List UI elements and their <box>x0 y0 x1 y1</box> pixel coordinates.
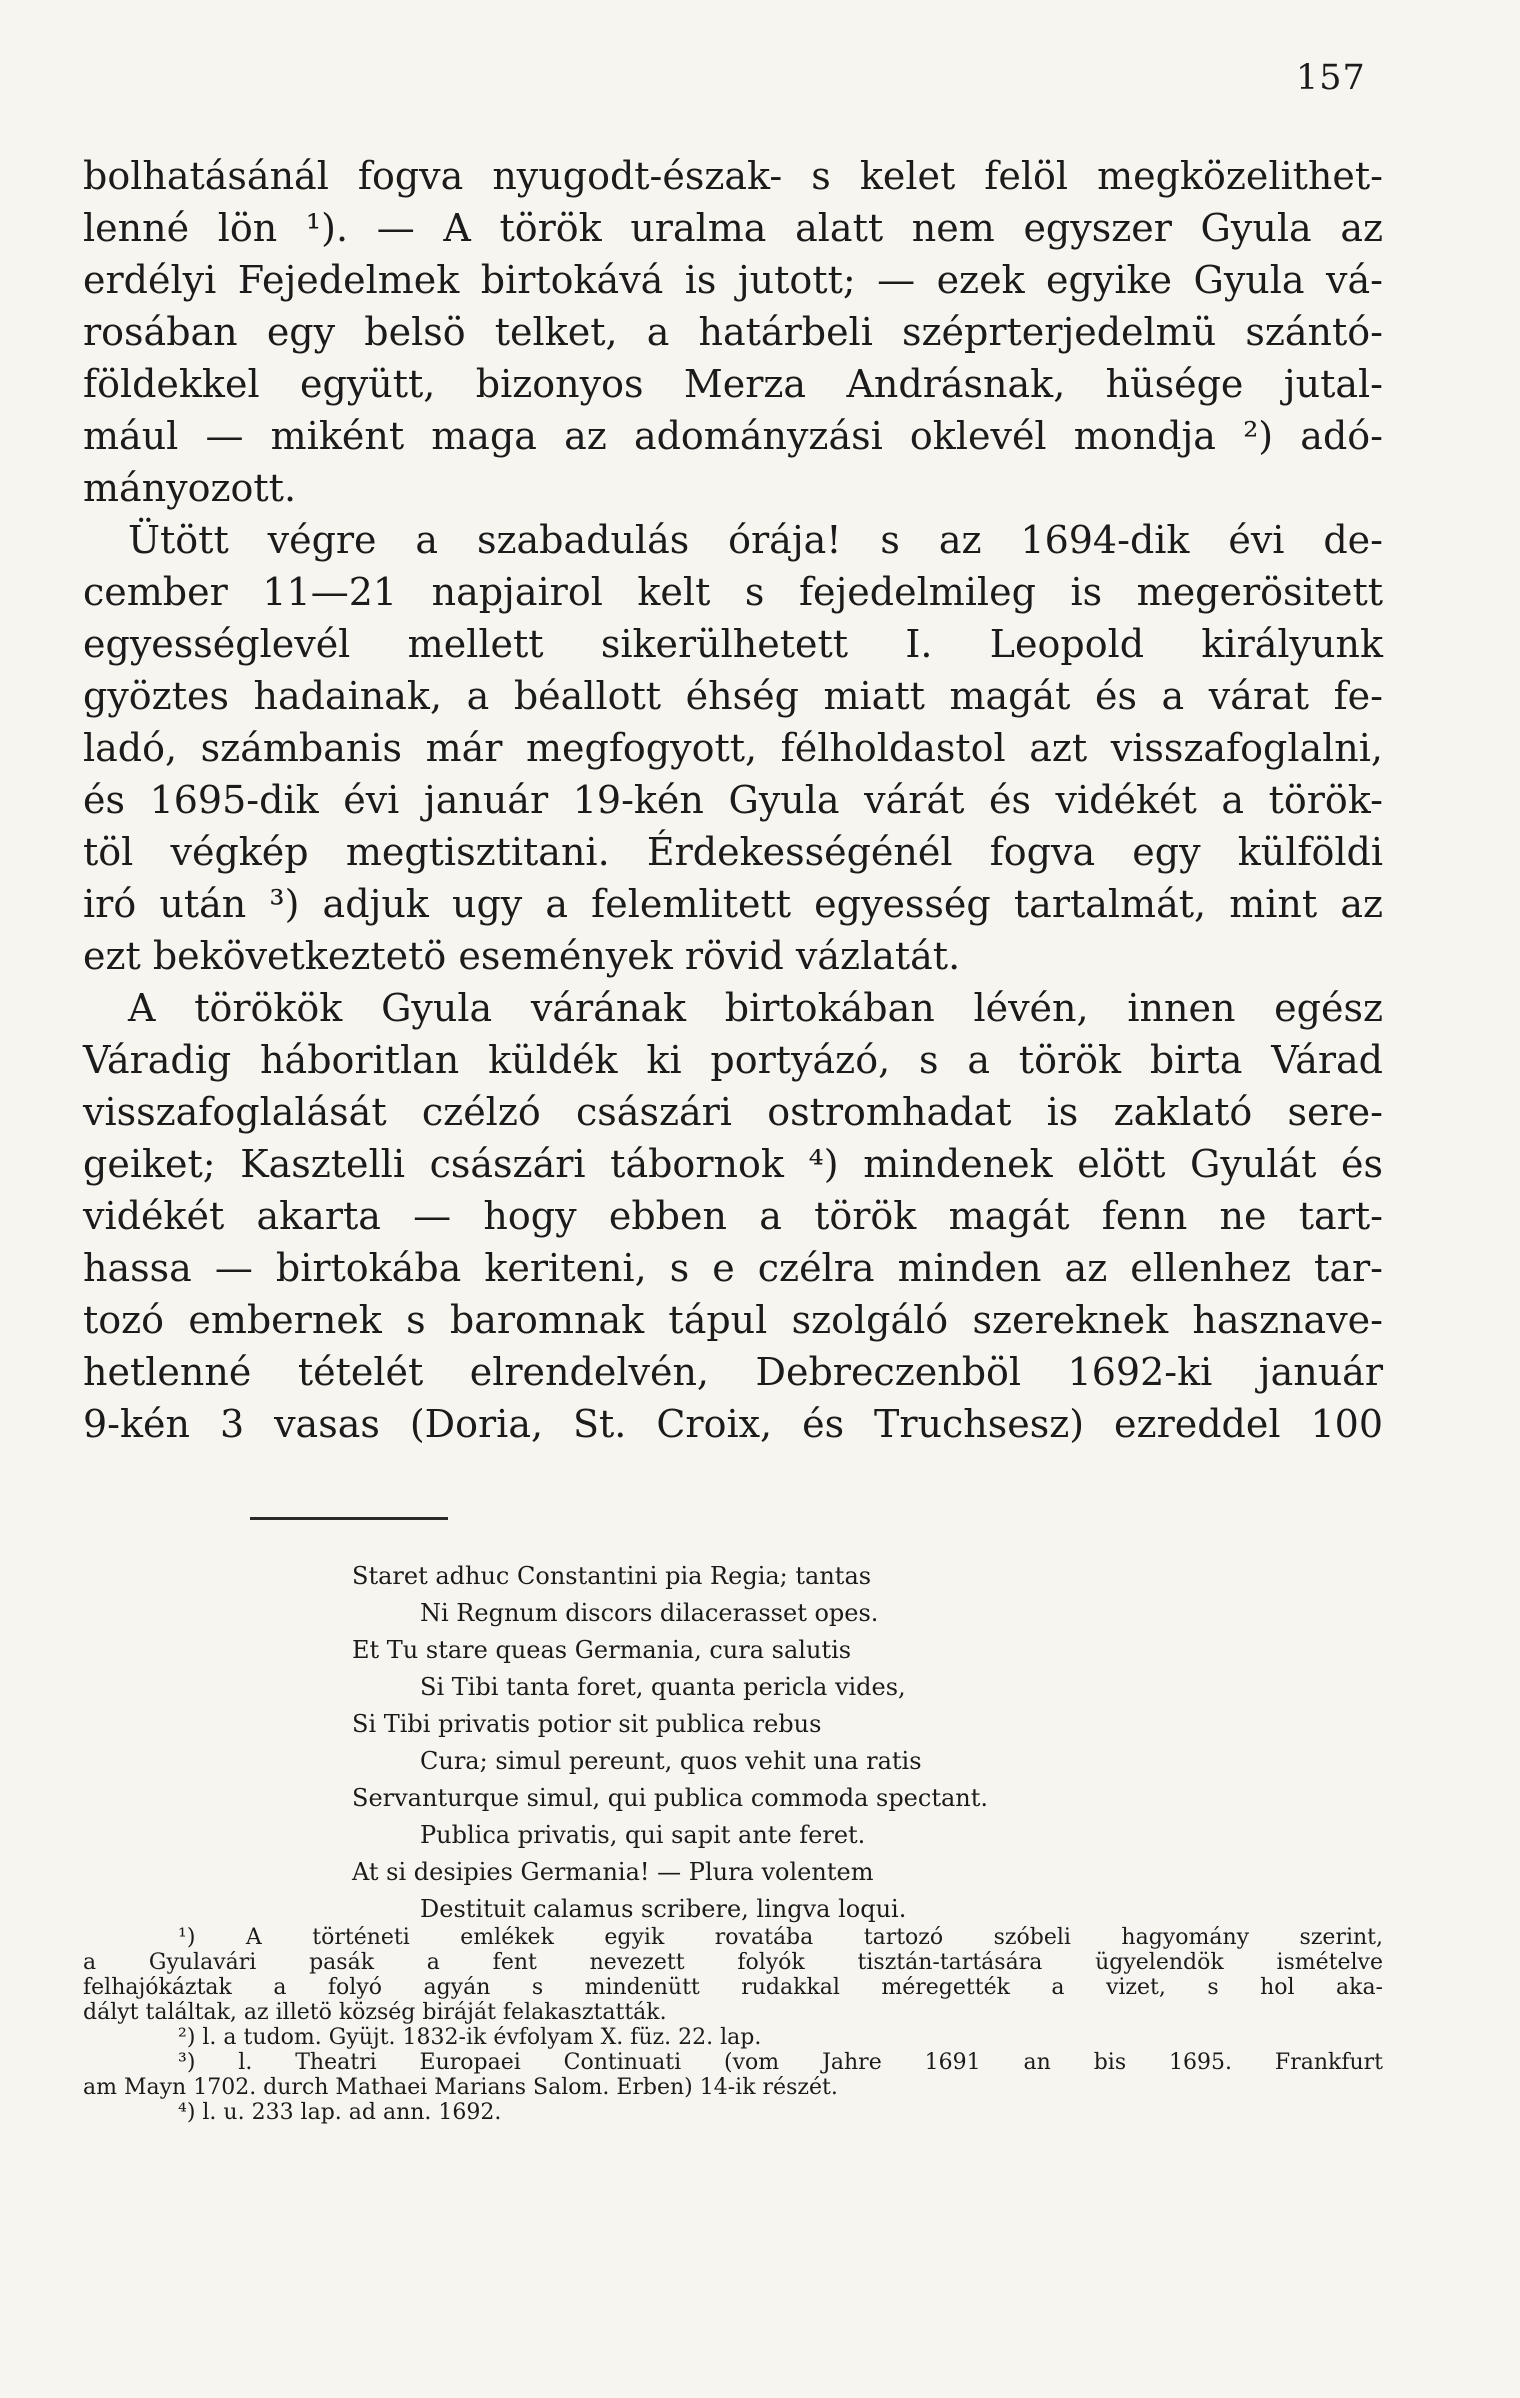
poem-line: Publica privatis, qui sapit ante feret. <box>420 1821 866 1849</box>
body-line: ezt bekövetkeztetö események rövid vázlatát. <box>83 934 961 978</box>
body-line: 9-kén 3 vasas (Doria, St. Croix, és Truchsesz) ezreddel 100 <box>83 1402 1383 1446</box>
body-line: mányozott. <box>83 466 297 510</box>
body-line: és 1695-dik évi január 19-kén Gyula várát és vidékét a török- <box>83 778 1383 822</box>
page-number: 157 <box>1296 58 1366 98</box>
body-line: földekkel együtt, bizonyos Merza Andrásnak, hüsége jutal- <box>83 362 1383 406</box>
body-line: hetlenné tételét elrendelvén, Debreczenböl 1692-ki január <box>83 1350 1383 1394</box>
body-line: egyességlevél mellett sikerülhetett I. Leopold királyunk <box>83 622 1383 666</box>
body-line: A törökök Gyula várának birtokában lévén, innen egész <box>128 986 1383 1030</box>
footnote-line: ²) l. a tudom. Gyüjt. 1832-ik évfolyam X. füz. 22. lap. <box>178 2025 762 2050</box>
poem-line: Et Tu stare queas Germania, cura salutis <box>352 1636 852 1664</box>
body-text <box>83 150 1383 1450</box>
body-line: gyöztes hadainak, a béallott éhség miatt magát és a várat fe- <box>83 674 1383 718</box>
body-line: rosában egy belsö telket, a határbeli széprterjedelmü szántó- <box>83 310 1383 354</box>
poem-line: At si desipies Germania! — Plura volentem <box>352 1858 874 1886</box>
poem-line: Cura; simul pereunt, quos vehit una ratis <box>420 1747 922 1775</box>
poem-line: Si Tibi tanta foret, quanta pericla vides, <box>420 1673 906 1701</box>
footnote-line: ⁴) l. u. 233 lap. ad ann. 1692. <box>178 2100 502 2125</box>
poem-line: Destituit calamus scribere, lingva loqui. <box>420 1895 907 1923</box>
body-line: tozó embernek s baromnak tápul szolgáló szereknek hasznave- <box>83 1298 1383 1342</box>
footnote-line: dályt találtak, az illetö község biráját felakasztatták. <box>83 2000 667 2025</box>
footnote-line: ¹) A történeti emlékek egyik rovatába tartozó szóbeli hagyomány szerint, <box>178 1925 1383 1950</box>
body-line: hassa — birtokába keriteni, s e czélra minden az ellenhez tar- <box>83 1246 1383 1290</box>
footnote-line: ³) l. Theatri Europaei Continuati (vom Jahre 1691 an bis 1695. Frankfurt <box>178 2050 1383 2075</box>
body-line: mául — miként maga az adományzási oklevél mondja ²) adó- <box>83 414 1383 458</box>
body-line: lenné lön ¹). — A török uralma alatt nem egyszer Gyula az <box>83 206 1383 250</box>
body-line: iró után ³) adjuk ugy a felemlitett egyesség tartalmát, mint az <box>83 882 1383 926</box>
body-line: Ütött végre a szabadulás órája! s az 1694-dik évi de- <box>128 518 1383 562</box>
footnotes <box>83 1925 1383 2125</box>
poem-line: Servanturque simul, qui publica commoda spectant. <box>352 1784 989 1812</box>
poem-line: Si Tibi privatis potior sit publica rebus <box>352 1710 822 1738</box>
body-line: vidékét akarta — hogy ebben a török magát fenn ne tart- <box>83 1194 1383 1238</box>
body-line: geiket; Kasztelli császári tábornok ⁴) mindenek elött Gyulát és <box>83 1142 1383 1186</box>
body-line: cember 11—21 napjairol kelt s fejedelmileg is megerösitett <box>83 570 1383 614</box>
footnote-line: a Gyulavári pasák a fent nevezett folyók tisztán-tartására ügyelendök ismételve <box>83 1950 1383 1975</box>
body-line: visszafoglalását czélzó császári ostromhadat is zaklató sere- <box>83 1090 1383 1134</box>
body-line: bolhatásánál fogva nyugodt-észak- s kelet felöl megközelithet- <box>83 154 1383 198</box>
footnote-line: felhajókáztak a folyó agyán s mindenütt rudakkal méregették a vizet, s hol aka- <box>83 1975 1383 2000</box>
body-line: erdélyi Fejedelmek birtokává is jutott; — ezek egyike Gyula vá- <box>83 258 1383 302</box>
poem-line: Staret adhuc Constantini pia Regia; tantas <box>352 1562 872 1590</box>
footnote-separator <box>250 1517 448 1520</box>
poem-line: Ni Regnum discors dilacerasset opes. <box>420 1599 879 1627</box>
body-line: töl végkép megtisztitani. Érdekességénél fogva egy külföldi <box>83 830 1383 874</box>
body-line: ladó, számbanis már megfogyott, félholdastol azt visszafoglalni, <box>83 726 1383 770</box>
footnote-line: am Mayn 1702. durch Mathaei Marians Salom. Erben) 14-ik részét. <box>83 2075 838 2100</box>
body-line: Váradig háboritlan küldék ki portyázó, s a török birta Várad <box>83 1038 1383 1082</box>
